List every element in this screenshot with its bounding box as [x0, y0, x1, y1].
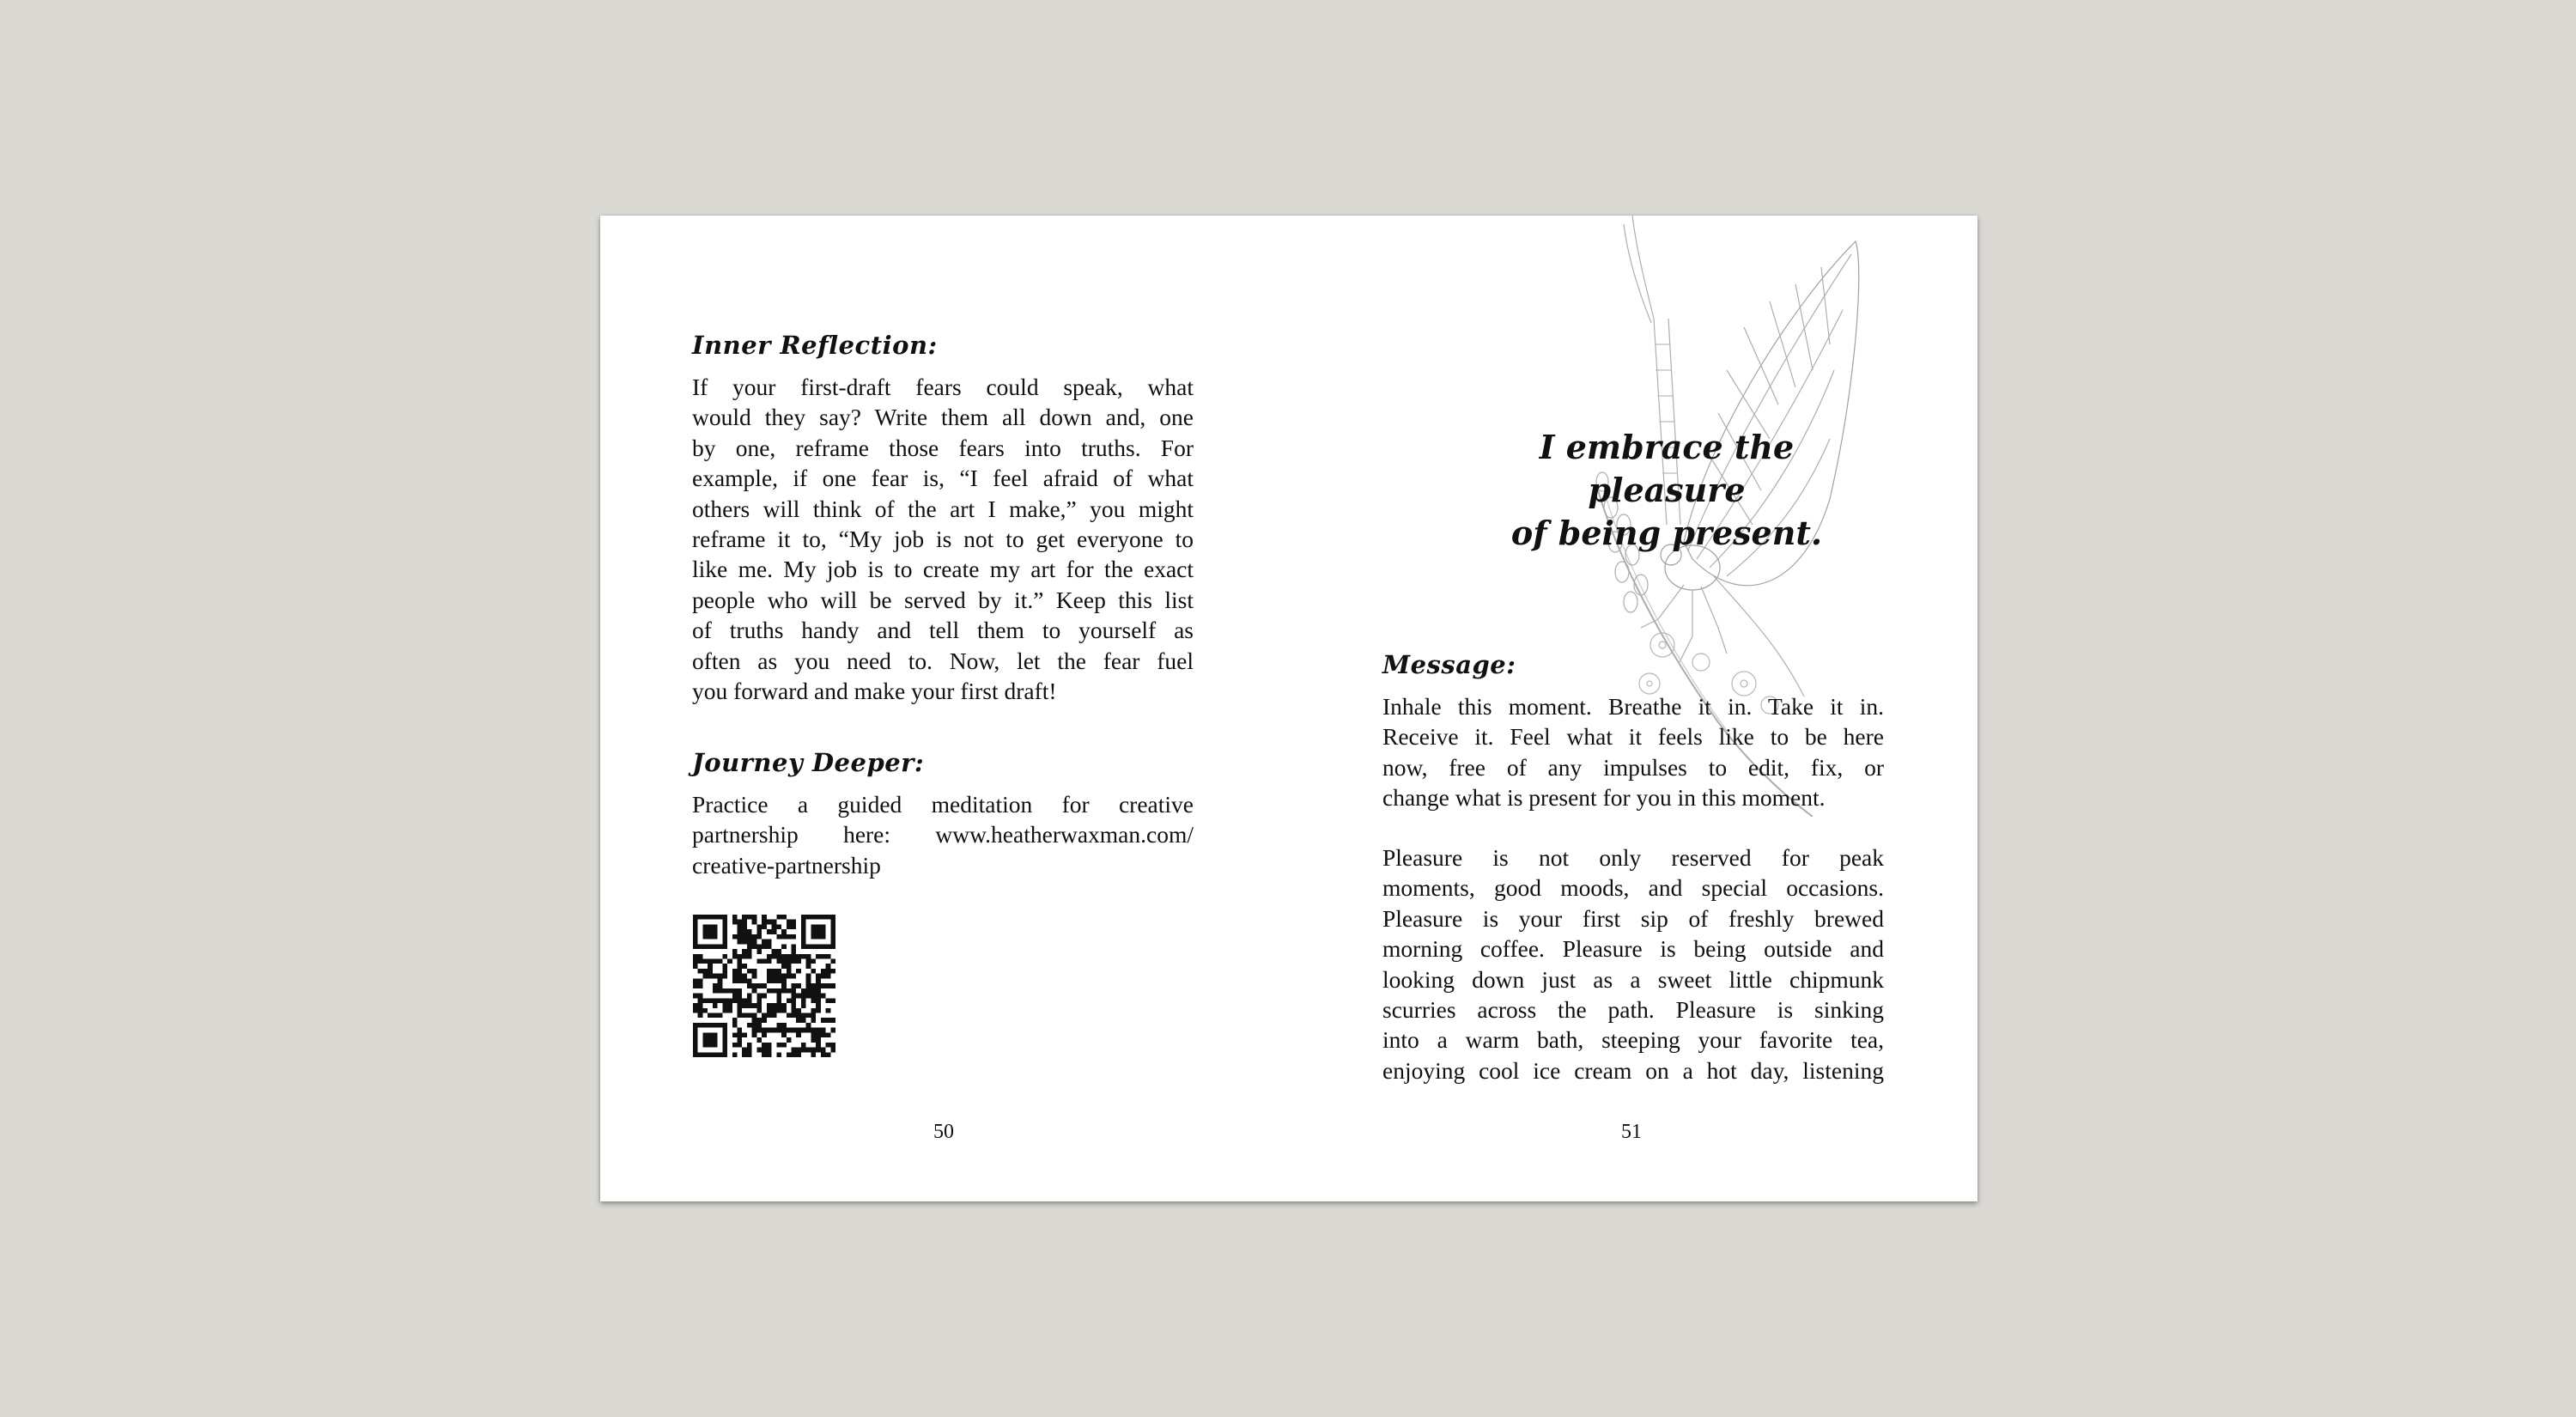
text-line: into a warm bath, steeping your favorite tea, — [1382, 1026, 1884, 1054]
text-line: looking down just as a sweet little chipmunk — [1382, 965, 1884, 993]
text-line: Pleasure is your first sip of freshly brewed — [1382, 904, 1884, 932]
text-line: others will think of the art I make,” you might — [692, 495, 1194, 522]
text-line: reframe it to, “My job is not to get everyone to — [692, 526, 1194, 553]
text-line: scurries across the path. Pleasure is sinking — [1382, 996, 1884, 1024]
text-line: Inhale this moment. Breathe it in. Take it in. — [1382, 693, 1884, 720]
text-line: morning coffee. Pleasure is being outside and — [1382, 935, 1884, 963]
page-number: 50 — [933, 1121, 954, 1143]
inner-reflection-heading: Inner Reflection: — [692, 331, 938, 360]
journey-deeper-heading: Journey Deeper: — [692, 748, 925, 777]
text-line: If your first-draft fears could speak, what — [692, 374, 1194, 400]
text-line: enjoying cool ice cream on a hot day, listening — [1382, 1056, 1884, 1084]
text-line: Receive it. Feel what it feels like to be here — [1382, 723, 1884, 751]
affirmation-title — [1461, 426, 1873, 555]
message-heading: Message: — [1382, 650, 1516, 679]
page-number: 51 — [1621, 1121, 1642, 1143]
affirmation-line: of being present. — [1510, 514, 1823, 552]
right-page — [1289, 216, 1978, 1201]
message-paragraph-2 — [1382, 842, 1884, 1086]
text-line: Pleasure is not only reserved for peak — [1382, 844, 1884, 871]
text-line: change what is present for you in this moment. — [1382, 784, 1826, 812]
text-line: often as you need to. Now, let the fear fuel — [692, 647, 1194, 674]
text-line: like me. My job is to create my art for the exact — [692, 556, 1194, 583]
text-line: moments, good moods, and special occasions. — [1382, 874, 1884, 902]
text-line: you forward and make your first draft! — [692, 678, 1057, 705]
text-line: people who will be served by it.” Keep this list — [692, 586, 1194, 613]
message-paragraph-1 — [1382, 691, 1884, 813]
journey-deeper-text — [692, 789, 1194, 880]
text-line: now, free of any impulses to edit, fix, or — [1382, 753, 1884, 781]
left-page — [600, 216, 1289, 1201]
inner-reflection-text — [692, 372, 1194, 706]
text-line: of truths handy and tell them to yourself as — [692, 617, 1194, 644]
text-line: by one, reframe those fears into truths. For — [692, 434, 1194, 461]
text-line: example, if one fear is, “I feel afraid of what — [692, 465, 1194, 492]
text-line: would they say? Write them all down and, one — [692, 404, 1194, 431]
qr-code — [693, 915, 835, 1057]
text-line: partnership here: www.heatherwaxman.com/ — [692, 821, 1194, 848]
affirmation-line: I embrace the pleasure — [1539, 428, 1795, 509]
text-line: creative-partnership — [692, 851, 881, 879]
book-spread — [600, 216, 1978, 1201]
text-line: Practice a guided meditation for creative — [692, 791, 1194, 818]
